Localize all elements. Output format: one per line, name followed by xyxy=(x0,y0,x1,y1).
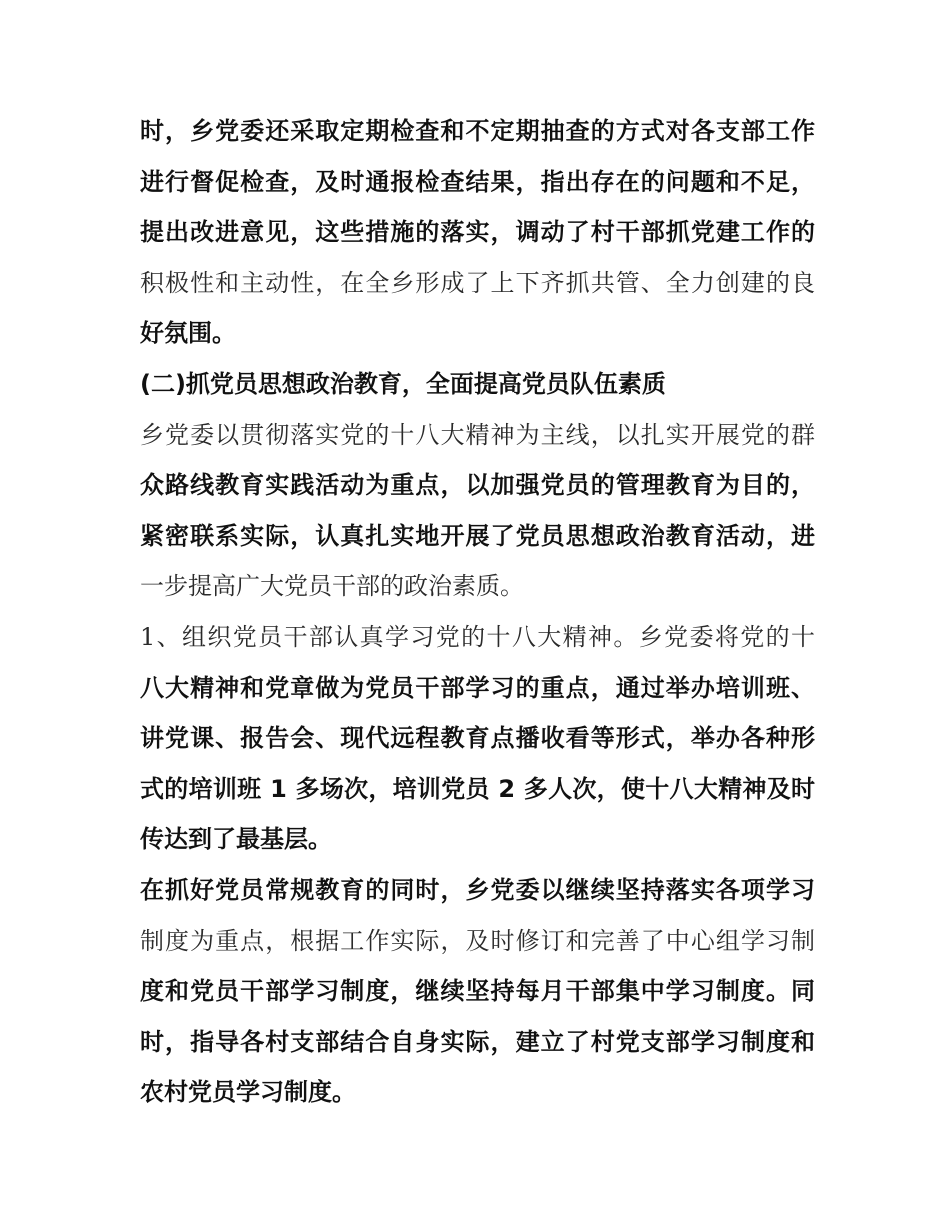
text-line: 众路线教育实践活动为重点，以加强党员的管理教育为目的， xyxy=(140,471,815,500)
text-line: 八大精神和党章做为党员干部学习的重点，通过举办培训班、 xyxy=(140,673,815,702)
list-item-heading: 1、组织党员干部认真学习党的十八大精神。乡党委将党的十 xyxy=(140,622,815,651)
text-line: 式的培训班 1 多场次，培训党员 2 多人次，使十八大精神及时 xyxy=(140,774,815,803)
text-line: 乡党委以贯彻落实党的十八大精神为主线，以扎实开展党的群 xyxy=(140,420,815,449)
section-heading: (二)抓党员思想政治教育，全面提高党员队伍素质 xyxy=(140,369,666,398)
text-line: 进行督促检查，及时通报检查结果，指出存在的问题和不足， xyxy=(140,167,815,196)
text-line: 农村党员学习制度。 xyxy=(140,1078,356,1107)
text-line: 好氛围。 xyxy=(140,319,236,348)
text-line: 讲党课、报告会、现代远程教育点播收看等形式，举办各种形 xyxy=(140,724,815,753)
text-line: 时，指导各村支部结合自身实际，建立了村党支部学习制度和 xyxy=(140,1027,815,1056)
text-line: 时，乡党委还采取定期检查和不定期抽查的方式对各支部工作 xyxy=(140,117,815,145)
text-line: 在抓好党员常规教育的同时，乡党委以继续坚持落实各项学习 xyxy=(140,875,815,904)
text-line: 紧密联系实际，认真扎实地开展了党员思想政治教育活动，进 xyxy=(140,521,815,550)
text-line: 积极性和主动性，在全乡形成了上下齐抓共管、全力创建的良 xyxy=(140,268,815,297)
document-body xyxy=(140,106,815,1118)
text-line: 一步提高广大党员干部的政治素质。 xyxy=(140,572,524,601)
text-line: 度和党员干部学习制度，继续坚持每月干部集中学习制度。同 xyxy=(140,977,815,1006)
text-line: 传达到了最基层。 xyxy=(140,825,332,854)
text-line: 制度为重点，根据工作实际，及时修订和完善了中心组学习制 xyxy=(140,926,815,955)
text-line: 提出改进意见，这些措施的落实，调动了村干部抓党建工作的 xyxy=(140,218,815,247)
